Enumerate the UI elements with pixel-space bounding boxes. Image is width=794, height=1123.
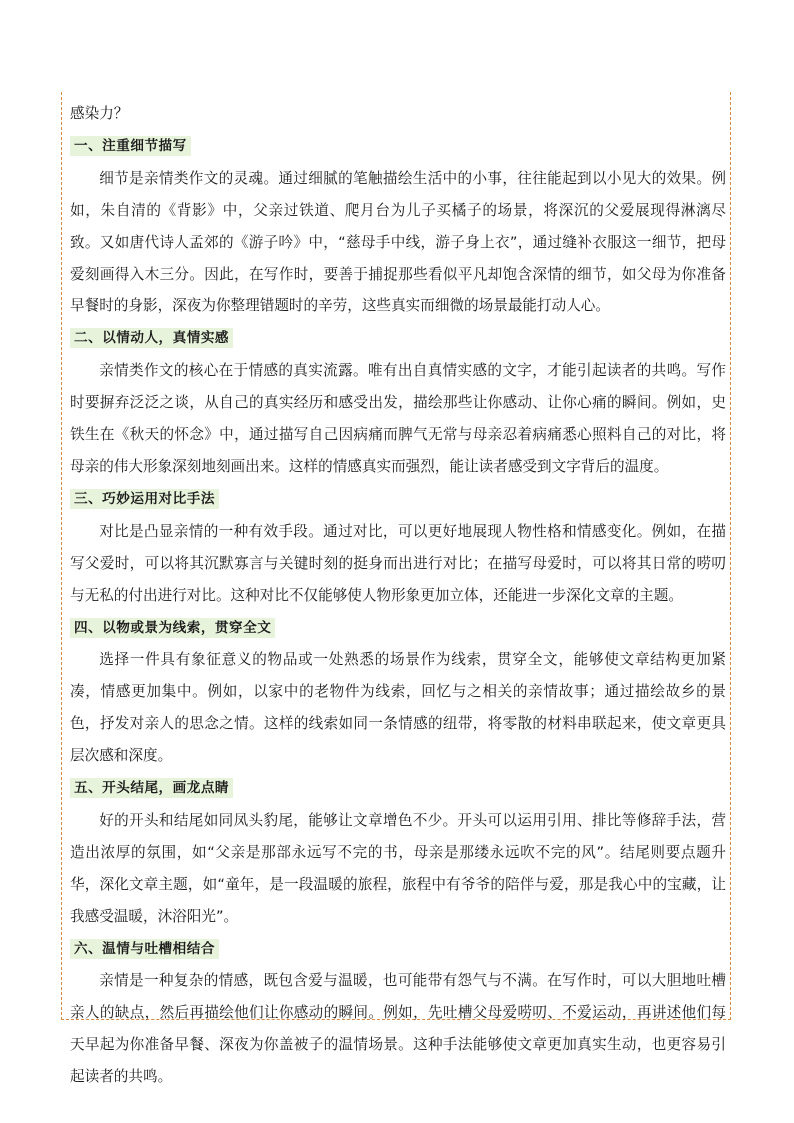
section-body-1: 细节是亲情类作文的灵魂。通过细腻的笔触描绘生活中的小事，往往能起到以小见大的效果。例如，朱自清的《背影》中，父亲过铁道、爬月台为儿子买橘子的场景，将深沉的父爱展现得淋漓尽致。又如唐代诗人孟郊的《游子吟》中，“慈母手中线，游子身上衣”，通过缝补衣服这一细节，把母爱刻画得入木三分。因此，在写作时，要善于捕捉那些看似平凡却饱含深情的细节，如父母为你准备早餐时的身影，深夜为你整理错题时的辛劳，这些真实而细微的场景最能打动人心。 [70, 169, 726, 315]
section-body-3: 对比是凸显亲情的一种有效手段。通过对比，可以更好地展现人物性格和情感变化。例如，在描写父爱时，可以将其沉默寡言与关键时刻的挺身而出进行对比；在描写母爱时，可以将其日常的唠叨与无私的付出进行对比。这种对比不仅能够使人物形象更加立体，还能进一步深化文章的主题。 [70, 522, 726, 604]
section-heading-4: 四、以物或景为线索，贯穿全文 [70, 612, 726, 645]
intro-line: 感染力？ [70, 105, 129, 122]
section-body-2: 亲情类作文的核心在于情感的真实流露。唯有出自真情实感的文字，才能引起读者的共鸣。写作时要摒弃泛泛之谈，从自己的真实经历和感受出发，描绘那些让你感动、让你心痛的瞬间。例如，史铁生在《秋天的怀念》中，通过描写自己因病痛而脾气无常与母亲忍着病痛悉心照料自己的对比，将母亲的伟大形象深刻地刻画出来。这样的情感真实而强烈，能让读者感受到文字背后的温度。 [70, 362, 726, 475]
section-body-6: 亲情是一种复杂的情感，既包含爱与温暖，也可能带有怨气与不满。在写作时，可以大胆地吐槽亲人的缺点，然后再描绘他们让你感动的瞬间。例如，先吐槽父母爱唠叨、不爱运动，再讲述他们每天早起为你准备早餐、深夜为你盖被子的温情场景。这种手法能够使文章更加真实生动，也更容易引起读者的共鸣。 [70, 972, 726, 1086]
section-body-4: 选择一件具有象征意义的物品或一处熟悉的场景作为线索，贯穿全文，能够使文章结构更加紧凑，情感更加集中。例如，以家中的老物件为线索，回忆与之相关的亲情故事；通过描绘故乡的景色，抒发对亲人的思念之情。这样的线索如同一条情感的纽带，将零散的材料串联起来，使文章更具层次感和深度。 [70, 651, 726, 765]
section-heading-2: 二、以情动人，真情实感 [70, 322, 726, 355]
section-heading-3: 三、巧妙运用对比手法 [70, 483, 726, 516]
section-heading-1: 一、注重细节描写 [70, 130, 726, 163]
section-body-5: 好的开头和结尾如同凤头豹尾，能够让文章增色不少。开头可以运用引用、排比等修辞手法，营造出浓厚的氛围，如“父亲是那部永远写不完的书，母亲是那缕永远吹不完的风”。结尾则要点题升华，深化文章主题，如“童年，是一段温暖的旅程，旅程中有爷爷的陪伴与爱，那是我心中的宝藏，让我感受温暖，沐浴阳光”。 [70, 811, 726, 925]
section-heading-6: 六、温情与吐槽相结合 [70, 933, 726, 966]
section-heading-5: 五、开头结尾，画龙点睛 [70, 772, 726, 805]
article-body [70, 98, 726, 1093]
